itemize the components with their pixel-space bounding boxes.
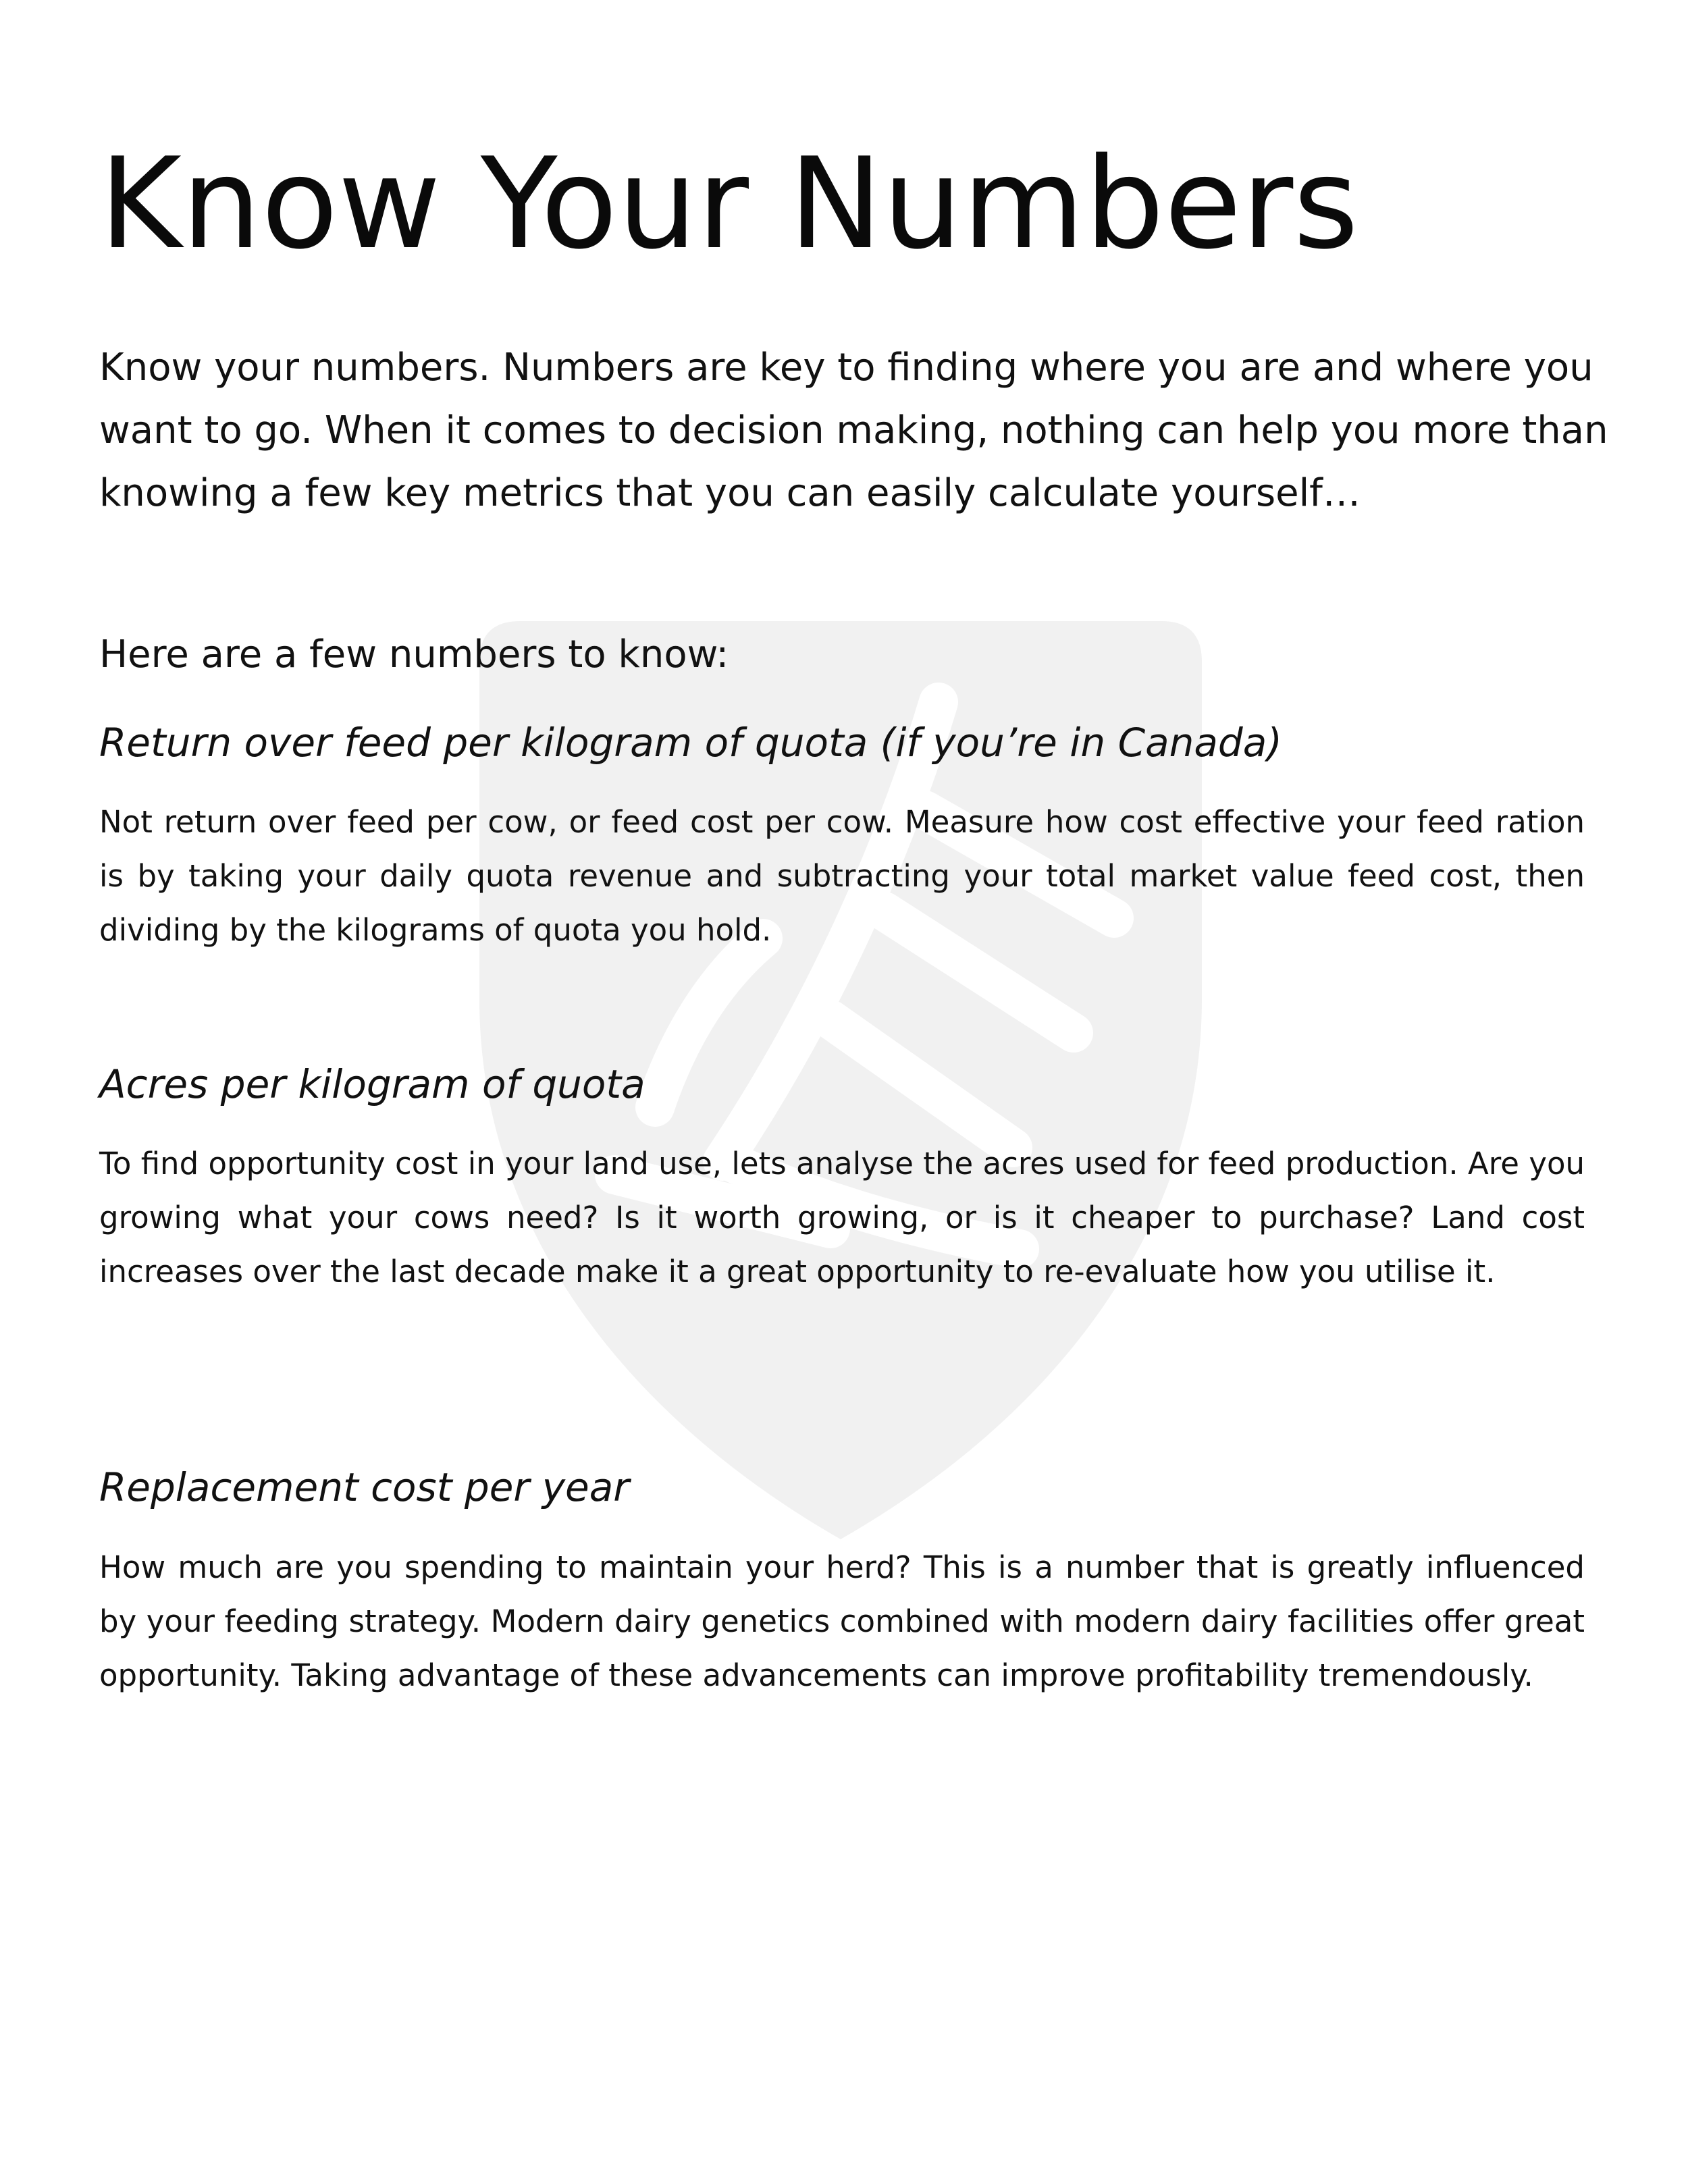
section-heading-replacement-cost: Replacement cost per year bbox=[99, 1464, 630, 1510]
section-heading-acres-per-kg: Acres per kilogram of quota bbox=[99, 1061, 645, 1107]
section-body-return-over-feed: Not return over feed per cow, or feed cost per cow. Measure how cost effective your feed ration is by taking your daily quota revenue and subtracting your total market value feed cost, then dividing by the kilograms of quota you hold. bbox=[99, 804, 1585, 948]
intro-paragraph: Know your numbers. Numbers are key to finding where you are and where you want to go. When it comes to decision making, nothing can help you more than knowing a few key metrics that you can easily calculate yourself… bbox=[99, 346, 1608, 515]
section-heading-return-over-feed: Return over feed per kilogram of quota (if you’re in Canada) bbox=[99, 720, 1282, 766]
lead-text: Here are a few numbers to know: bbox=[99, 633, 729, 676]
section-body-acres-per-kg: To find opportunity cost in your land use, lets analyse the acres used for feed production. Are you growing what your cows need? Is it worth growing, or is it cheaper to purchase? Land cost increases over the last decade make it a great opportunity to re-evaluate how you utilise it. bbox=[99, 1146, 1585, 1289]
page-title: Know Your Numbers bbox=[99, 130, 1359, 277]
section-body-replacement-cost: How much are you spending to maintain your herd? This is a number that is greatly influenced by your feeding strategy. Modern dairy genetics combined with modern dairy facilities offer great opportunity. Taking advantage of these advancements can improve profitability tremendously. bbox=[99, 1549, 1585, 1693]
